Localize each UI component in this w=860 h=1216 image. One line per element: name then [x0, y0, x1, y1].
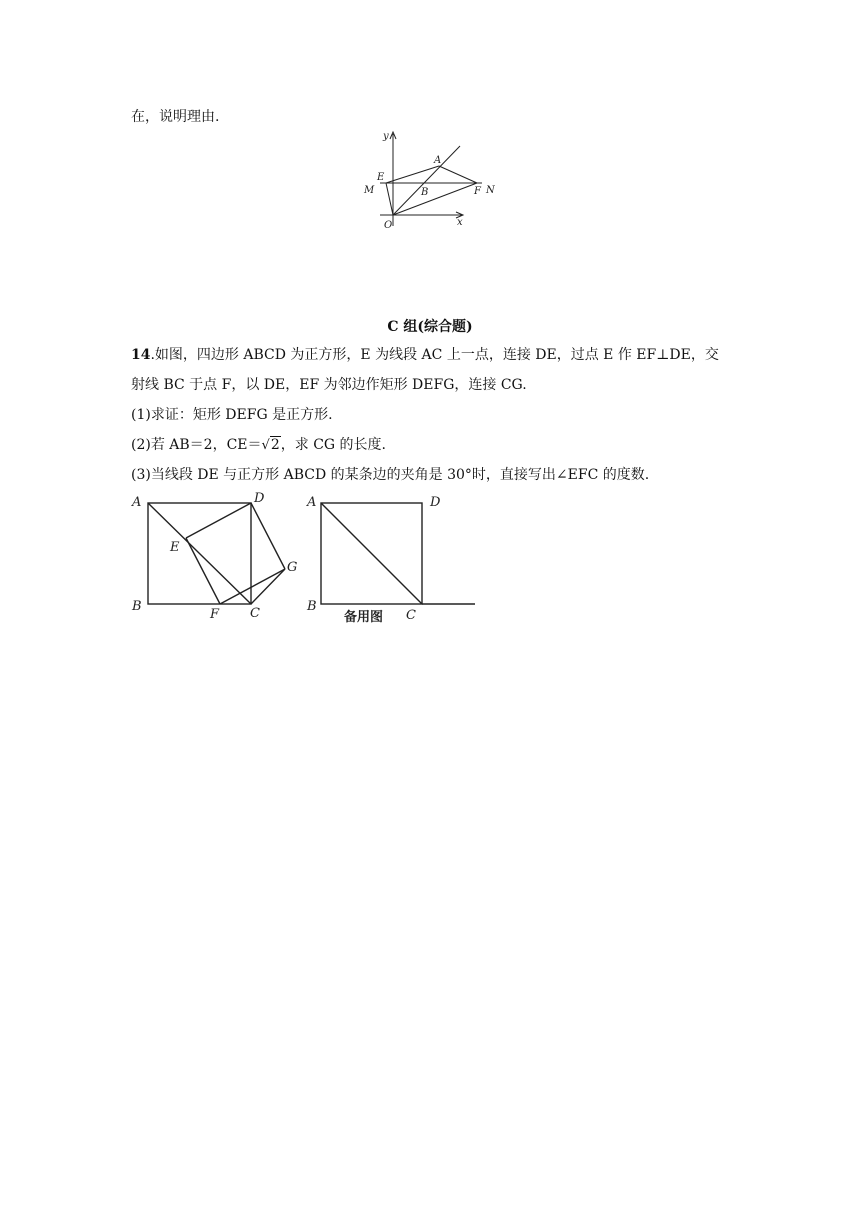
problem-stem-text: .如图，四边形 ABCD 为正方形，E 为线段 AC 上一点，连接 DE，过点 E 作 EF⊥DE，交 [150, 347, 719, 363]
segment-gf [220, 569, 285, 604]
label-a: A [132, 495, 142, 510]
segment-of [393, 183, 477, 215]
label-g: G [287, 560, 298, 575]
problem-part3: (3)当线段 DE 与正方形 ABCD 的某条边的夹角是 30°时，直接写出∠EFC 的度数. [131, 467, 650, 483]
segment-oe [386, 183, 393, 215]
segment-dg [251, 503, 285, 569]
segment-cg [251, 569, 285, 604]
label-o: O [384, 220, 393, 231]
problem-part1: (1)求证：矩形 DEFG 是正方形. [131, 407, 333, 423]
diagonal-ac [321, 503, 422, 604]
label-c: C [406, 608, 416, 623]
problem-part2 [131, 434, 386, 454]
label-d: D [430, 495, 441, 510]
section-title: C 组(综合题) [387, 319, 473, 335]
problem-stem-line1 [131, 344, 719, 364]
label-y: y [383, 131, 389, 142]
sqrt-symbol: √ [261, 438, 270, 453]
prev-problem-text: 在，说明理由. [131, 109, 220, 125]
label-n: N [486, 185, 495, 196]
label-a: A [307, 495, 317, 510]
label-e: E [377, 172, 385, 183]
sqrt-expression [262, 437, 281, 453]
label-f: F [210, 607, 220, 622]
sqrt-value: 2 [270, 437, 280, 453]
label-b: B [132, 599, 142, 614]
label-m: M [364, 185, 375, 196]
coordinate-figure [360, 126, 500, 232]
label-b: B [421, 187, 429, 198]
problem-stem-line2: 射线 BC 于点 F，以 DE，EF 为邻边作矩形 DEFG，连接 CG. [131, 377, 527, 393]
label-f: F [474, 186, 481, 197]
label-b: B [307, 599, 317, 614]
segment-af [439, 166, 477, 183]
figure-caption: 备用图 [344, 610, 384, 625]
part2-after: ，求 CG 的长度. [280, 437, 386, 453]
diagonal-ac [148, 503, 251, 604]
segment-ef [186, 538, 220, 604]
square-figure-main [126, 488, 306, 624]
label-e: E [170, 540, 180, 555]
part2-before: (2)若 AB＝2，CE＝ [131, 437, 262, 453]
square-figure-spare [300, 488, 480, 628]
label-c: C [250, 606, 260, 621]
label-a: A [434, 155, 442, 166]
label-x: x [457, 217, 463, 228]
segment-de [186, 503, 251, 538]
label-d: D [254, 491, 265, 506]
line-oa [393, 146, 460, 215]
problem-number: 14 [131, 347, 151, 363]
segment-ea [386, 166, 439, 183]
